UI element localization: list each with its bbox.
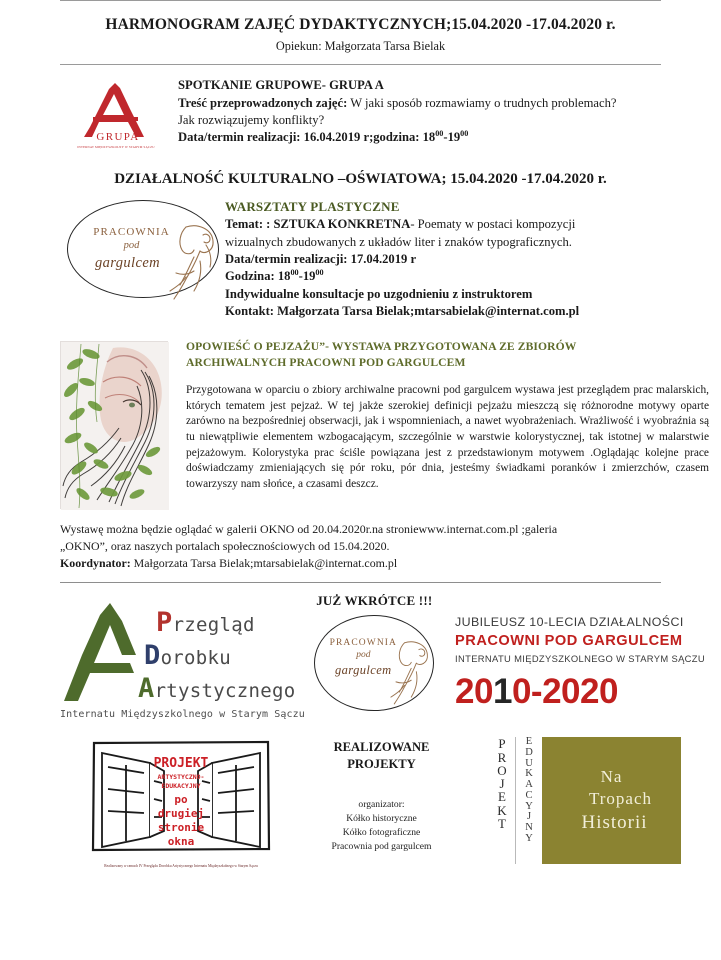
window-poster-icon xyxy=(88,737,274,859)
pda-line3 xyxy=(138,673,295,704)
exhibition-artwork-image xyxy=(60,341,168,509)
organizer-item: Pracownia pod gargulcem xyxy=(331,840,432,852)
pda-line2 xyxy=(144,640,231,671)
poster-left-okna: okna xyxy=(167,835,195,849)
workshop-hour-label: Godzina: 18 xyxy=(225,269,291,284)
poster-left-stronie: stronie xyxy=(157,821,205,835)
vchar: Y xyxy=(525,800,533,812)
exhibition-closing-line1: Wystawę można będzie oglądać w galerii OKNO od 20.04.2020r.na stroniewww.internat.com.pl ;galeria xyxy=(60,521,558,536)
cultural-section-title: DZIAŁALNOŚĆ KULTURALNO –OŚWIATOWA; 15.04.2020 -17.04.2020 r. xyxy=(114,171,607,188)
workshop-topic-label: Temat: : SZTUKA KONKRETNA xyxy=(225,217,411,232)
coming-soon-logo-line1: PRACOWNIA xyxy=(329,638,398,649)
workshop-topic xyxy=(225,216,709,233)
vchar: J xyxy=(499,776,505,792)
vchar: T xyxy=(498,815,506,831)
group-meeting-content xyxy=(178,95,709,112)
exhibition-closing-line2: „OKNO”, oraz naszych portalach społecznościowych od 15.04.2020. xyxy=(60,538,390,553)
artwork-portrait-icon xyxy=(61,342,169,510)
group-meeting-title: SPOTKANIE GRUPOWE- GRUPA A xyxy=(178,78,384,93)
exhibition-heading-line2: ARCHIWALNYCH PRACOWNI POD GARGULCEM xyxy=(186,356,466,370)
poster-left-footer: Realizowany w ramach IV Przeglądu Dorobku Artystycznego Internatu Międzyszkolnego w Starym Sączu xyxy=(104,864,258,869)
coming-soon-label: JUŻ WKRÓTCE !!! xyxy=(316,593,433,609)
artwork-wrap xyxy=(60,339,178,509)
group-meeting-date-label: Data/termin realizacji: 16.04.2019 r;godzina: 18 xyxy=(178,129,436,144)
coming-soon-block xyxy=(306,593,443,711)
bottom-posters-row xyxy=(0,725,721,869)
group-meeting-time-sup1: 00 xyxy=(435,128,444,138)
group-meeting-date xyxy=(178,129,709,146)
pracownia-logo-line1: PRACOWNIA xyxy=(93,226,170,239)
pracownia-logo-line2: pod xyxy=(123,240,140,252)
jubilee-line2: PRACOWNI POD GARGULCEM xyxy=(455,633,683,650)
pracownia-pod-gargulcem-logo xyxy=(67,200,219,298)
coordinator-value: Małgorzata Tarsa Bielak;mtarsabielak@internat.com.pl xyxy=(130,556,398,571)
pda-line3-rest: rtystycznego xyxy=(154,680,296,703)
workshop-consultations: Indywidualne konsultacje po uzgodnieniu z instruktorem xyxy=(225,286,533,301)
jubilee-years-dark: 1 xyxy=(492,672,512,712)
exhibition-section xyxy=(0,339,721,509)
exhibition-heading-line1: OPOWIEŚĆ O PEJZAŻU”- WYSTAWA PRZYGOTOWANA ZE ZBIORÓW xyxy=(186,339,577,353)
vchar: N xyxy=(525,821,533,833)
workshop-body xyxy=(225,198,709,320)
coming-soon-logo-wrap xyxy=(306,615,443,711)
jubilee-years-part2: 0-2020 xyxy=(511,672,618,712)
group-meeting-content-line2: Jak rozwiązujemy konflikty? xyxy=(178,112,325,127)
pda-line2-rest: orobku xyxy=(160,647,231,670)
pda-line3-cap: A xyxy=(138,673,155,705)
jubilee-years-part1: 20 xyxy=(455,672,493,712)
workshop-hour-sup1: 00 xyxy=(290,268,299,278)
vchar: A xyxy=(525,779,533,791)
projects-organizers xyxy=(274,798,489,854)
vchar: K xyxy=(497,802,507,818)
projects-title-line2: PROJEKTY xyxy=(347,756,416,771)
vchar: C xyxy=(525,789,533,801)
coordinator-label: Koordynator: xyxy=(60,556,131,571)
organizer-item: Kółko fotograficzne xyxy=(342,826,421,838)
poster-left-po: po xyxy=(174,793,188,807)
poster-na-tropach-historii xyxy=(489,737,681,864)
group-meeting-content-text: W jaki sposób rozmawiamy o trudnych problemach? xyxy=(347,95,617,110)
group-meeting-time-dash: -19 xyxy=(443,129,461,144)
workshop-section xyxy=(0,198,721,320)
poster-right-panel xyxy=(542,737,681,864)
workshop-hour xyxy=(225,268,709,285)
workshop-hour-sup2: 00 xyxy=(315,268,324,278)
projects-block xyxy=(274,737,489,853)
pda-line2-cap: D xyxy=(144,640,161,672)
poster-right-vertical-edukacyjny xyxy=(516,737,542,864)
panel-line1: Na xyxy=(600,767,623,787)
exhibition-body xyxy=(178,339,709,493)
grupa-logo-word: GRUPA xyxy=(96,131,140,144)
jubilee-years xyxy=(455,672,705,712)
pda-subtitle: Internatu Międzyszkolnego w Starym Sączu xyxy=(60,709,305,721)
coming-soon-logo-line2: pod xyxy=(356,650,371,661)
poster-right-vertical-projekt xyxy=(489,737,515,864)
banner-row xyxy=(0,583,721,725)
vchar: O xyxy=(497,762,507,778)
panel-line3: Historii xyxy=(581,811,648,833)
grupa-logo-sub: INTERNAT MIĘDZYSZKOLNY W STARYM SĄCZU xyxy=(77,145,155,150)
coming-soon-logo-line3: gargulcem xyxy=(335,663,392,678)
jubilee-block xyxy=(443,593,705,712)
workshop-title: WARSZTATY PLASTYCZNE xyxy=(225,199,400,215)
jubilee-line1: JUBILEUSZ 10-LECIA DZIAŁALNOŚCI xyxy=(455,615,684,630)
vchar: U xyxy=(525,757,533,769)
vchar: K xyxy=(525,768,533,780)
page-title: HARMONOGRAM ZAJĘĆ DYDAKTYCZNYCH;15.04.2020 -17.04.2020 r. xyxy=(105,16,616,33)
group-meeting-body xyxy=(172,77,709,146)
poster-left-drugiej: drugiej xyxy=(157,807,205,821)
poster-left-sub2: EDUKACYJNY xyxy=(161,782,201,791)
pracownia-logo-line3: gargulcem xyxy=(94,255,161,272)
workshop-date: Data/termin realizacji: 17.04.2019 r xyxy=(225,252,417,267)
vchar: E xyxy=(498,789,506,805)
workshop-topic-line2: wizualnych zbudowanych z układów liter i znaków typograficznych. xyxy=(225,234,572,249)
projects-title-line1: REALIZOWANE xyxy=(333,740,430,755)
group-meeting-time-sup2: 00 xyxy=(460,128,469,138)
poster-po-drugiej-stronie-okna xyxy=(88,737,274,869)
vchar: P xyxy=(498,736,506,752)
poster-left-projekt: PROJEKT xyxy=(153,756,209,772)
pda-line1 xyxy=(156,607,255,638)
vchar: R xyxy=(497,749,507,765)
group-meeting-content-label: Treść przeprowadzonych zajęć: xyxy=(178,95,348,110)
jubilee-line3: INTERNATU MIĘDZYSZKOLNEGO W STARYM SĄCZU xyxy=(455,653,705,665)
group-meeting-section xyxy=(0,77,721,155)
workshop-contact: Kontakt: Małgorzata Tarsa Bielak;mtarsabielak@internat.com.pl xyxy=(225,304,580,319)
coming-soon-pracownia-logo xyxy=(314,615,434,711)
poster-left-sub1: ARTYSTYCZNO- xyxy=(157,773,205,782)
pracownia-logo-wrap xyxy=(60,198,225,298)
grupa-a-logo xyxy=(68,81,164,155)
vchar: Y xyxy=(525,832,533,844)
organizer-item: Kółko historyczne xyxy=(346,812,417,824)
pda-line1-cap: P xyxy=(156,607,173,639)
workshop-topic-text: - Poematy w postaci kompozycji xyxy=(410,217,576,232)
exhibition-coordinator xyxy=(60,555,661,572)
exhibition-paragraph: Przygotowana w oparciu o zbiory archiwalne pracowni pod gargulcem wystawa jest przeglądem prac malarskich, których tematem jest pejzaż. W tej jakże szerokiej definicji pejzażu mieszczą się różnorodne motywy oparte zarówno na bezpośredniej obserwacji, jak i wspomnieniach, a nawet wyobrażeniach. Wrażliwość i wyobraźnia są tu niewątpliwie elementem wzbogacającym, szczególnie w warstwie kolorystycznej, tak istotnej w malarstwie pejzażowym. Kolorystyka prac ściśle powiązana jest z przedstawionym motywem .Oglądając kolejne prace doświadczamy zmieniających się pór roku, pór dnia, jesteśmy świadkami poranków i zmierzchów, czasem towarzyszy nam słońce, a czasami deszcz. xyxy=(186,384,709,490)
header-title-block xyxy=(0,1,721,64)
workshop-hour-dash: -19 xyxy=(298,269,316,284)
vchar: J xyxy=(526,811,532,823)
grupa-a-logo-wrap xyxy=(60,77,172,155)
exhibition-heading xyxy=(186,339,709,373)
vchar: E xyxy=(525,736,533,748)
vchar: D xyxy=(525,747,533,759)
page-subtitle: Opiekun: Małgorzata Tarsa Bielak xyxy=(275,39,446,54)
exhibition-closing xyxy=(0,521,721,573)
organizer-label: organizator: xyxy=(358,799,405,811)
pda-line1-rest: rzegląd xyxy=(172,614,255,637)
panel-line2: Tropach xyxy=(588,789,653,809)
pda-logo xyxy=(60,593,306,725)
header-bottom-rule xyxy=(60,64,661,65)
